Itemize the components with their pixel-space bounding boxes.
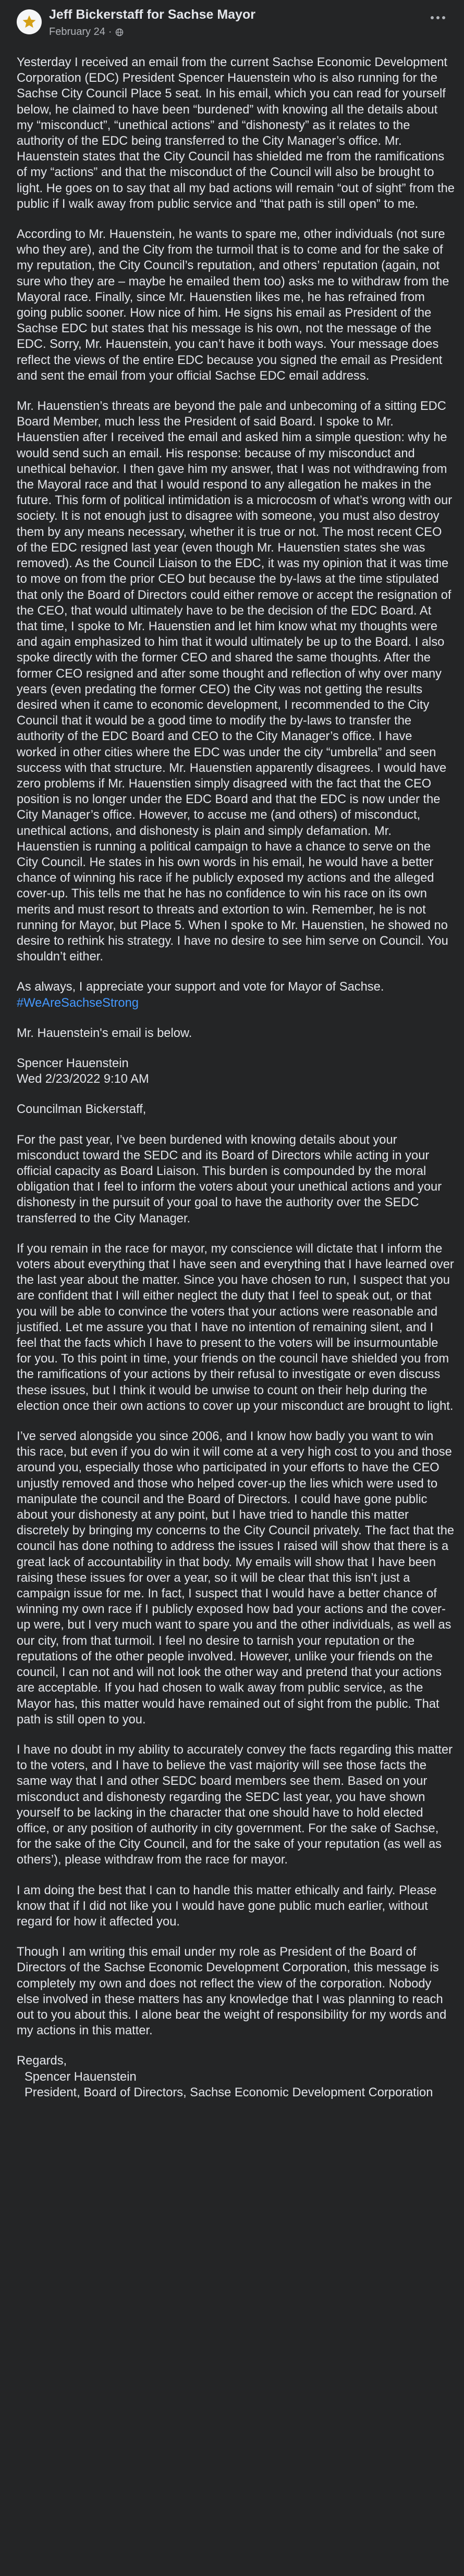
post-meta bbox=[49, 26, 124, 38]
email-paragraph-6: Though I am writing this email under my role as President of the Board of Directors of the Sachse Economic Development Corporation, this message is completely my own and does not reflect the view of the corporation. Nobody else involved in these matters has any knowledge that I was planning to reach out to you about this. I alone bear the weight of responsibility for my words and my actions in this matter. bbox=[17, 1945, 447, 2038]
paragraph-5: Mr. Hauenstein's email is below. bbox=[17, 1026, 192, 1040]
post-body bbox=[17, 55, 455, 2100]
paragraph-1: Yesterday I received an email from the current Sachse Economic Development Corporation (EDC) President Spencer Hauenstein who is also running for the Sachse City Council Place 5 seat. In his email, which you can read for yourself below, he claimed to have been “burdened” with knowing all the details about my “misconduct”, “unethical actions” and “dishonesty” as it relates to the authority of the EDC being transferred to the City Manager’s office. Mr. Hauenstein states that the City Council has shielded me from the ramifications of my “actions” and that the misconduct of the Council will also be brought to light. He goes on to say that all my bad actions will remain “out of sight” from the public if I walk away from public service and “that path is still open” to me. bbox=[17, 56, 455, 211]
email-signature bbox=[17, 2053, 455, 2100]
post-header bbox=[17, 5, 455, 55]
post-date[interactable]: February 24 bbox=[49, 26, 105, 37]
signature-name: Spencer Hauenstein bbox=[25, 2070, 137, 2084]
meta-separator: · bbox=[108, 26, 112, 37]
paragraph-3: Mr. Hauenstien’s threats are beyond the pale and unbecoming of a sitting EDC Board Member, much less the President of said Board. I spoke to Mr. Hauenstien after I received the email and asked him a simple question: why he would send such an email. His response: because of my misconduct and unethical behavior. I then gave him my answer, that I was not withdrawing from the Mayoral race and that I would respond to any allegation he makes in the future. This form of political intimidation is a microcosm of what’s wrong with our society. It is not enough just to disagree with someone, you must also destroy them by any means necessary, whether it is true or not. The most recent CEO of the EDC resigned last year (even though Mr. Hauenstien states she was removed). As the Council Liaison to the EDC, it was my opinion that it was time to move on from the prior CEO but because the by-laws at the time stipulated that only the Board of Directors could either remove or accept the resignation of the CEO, that would ultimately have to be the decision of the EDC Board. At that time, I spoke to Mr. Hauenstien and let him know what my thoughts were and again emphasized to him that it would ultimately be up to the Board. I also spoke directly with the former CEO and shared the same thoughts. After the former CEO resigned and after some thought and reflection of why over many years (even predating the former CEO) the City was not getting the results desired when it came to economic development, I recommended to the City Council that it would be a good time to modify the by-laws to transfer the authority of the EDC Board and CEO to the City Manager’s office. I have worked in other cities where the EDC was under the city “umbrella” and seen success with that structure. Mr. Hauenstien apparently disagrees. I would have zero problems if Mr. Hauenstien simply disagreed with the fact that the CEO position is no longer under the EDC Board and that the EDC is now under the City Manager’s office. However, to accuse me (and others) of misconduct, unethical actions, and dishonesty is plain and simply defamation. Mr. Hauenstien is running a political campaign to have a chance to serve on the City Council. He states in his own words in his email, he would have a better chance of winning his race if he publicly exposed my actions and the alleged cover-up. This tells me that he has no confidence to win his race on its own merits and must resort to threats and extortion to win. Remember, he is not running for Mayor, but Place 5. When I spoke to Mr. Hauenstien, he showed no desire to rethink his strategy. I have no desire to see him serve on Council. You shouldn’t either. bbox=[17, 399, 453, 964]
email-paragraph-3: I’ve served alongside you since 2006, and I know how badly you want to win this race, but even if you do win it will come at a very high cost to you and those around you, especially those who participated in your efforts to have the CEO unjustly removed and those who helped cover-up the lies which were used to manipulate the council and the Board of Directors. I could have gone public about your dishonesty at any point, but I have tried to handle this matter discretely by bringing my concerns to the City Council privately. The fact that the council has done nothing to address the issues I raised will show that there is a great lack of accountability in that body. My emails will show that I have been raising these issues for over a year, so it will be clear that this isn’t just a campaign issue for me. In fact, I suspect that I would have a better chance of winning my own race if I publicly exposed how bad your actions and the cover-up were, but I very much want to spare you and the other individuals, as well as our city, from that turmoil. I feel no desire to tarnish your reputation or the reputations of the other people involved. However, unlike your friends on the council, I can not and will not look the other way and pretend that your actions are acceptable. If you had chosen to walk away from public service, as the Mayor has, this matter would have remained out of sight from the public. That path is still open to you. bbox=[17, 1430, 455, 1727]
globe-icon[interactable] bbox=[115, 28, 124, 36]
email-paragraph-2: If you remain in the race for mayor, my conscience will dictate that I inform the voters about everything that I have seen and everything that I have learned over the last year about the matter. Since you have chosen to run, I suspect that you are confident that I will either neglect the duty that I feel to speak out, or that you will be able to convince the voters that your actions were reasonable and justified. Let me assure you that I have no intention of remaining silent, and I feel that the facts which I have to present to the voters will be insurmountable for you. To this point in time, your friends on the council have shielded you from the ramifications of your actions by their refusal to investigate or even discuss these issues, but I think it would be unwise to count on their help during the election once their own actions to cover up your misconduct are brought to light. bbox=[17, 1242, 454, 1413]
signature-title: President, Board of Directors, Sachse Economic Development Corporation bbox=[25, 2085, 433, 2099]
hashtag-link[interactable]: #WeAreSachseStrong bbox=[17, 996, 139, 1010]
email-paragraph-5: I am doing the best that I can to handle this matter ethically and fairly. Please know that if I did not like you I would have gone public much earlier, without regard for how it affected you. bbox=[17, 1883, 437, 1929]
email-from: Spencer Hauenstein bbox=[17, 1056, 129, 1070]
email-paragraph-1: For the past year, I’ve been burdened with knowing details about your misconduct toward the SEDC and its Board of Directors while acting in your official capacity as Board Liaison. This burden is compounded by the moral obligation that I feel to inform the voters about your unethical actions and your dishonesty in the pursuit of your goal to have the authority over the SEDC transferred to the City Manager. bbox=[17, 1133, 442, 1226]
author-name[interactable]: Jeff Bickerstaff for Sachse Mayor bbox=[49, 7, 255, 22]
more-options-icon bbox=[430, 13, 446, 22]
star-logo-icon bbox=[21, 14, 37, 30]
support-text: As always, I appreciate your support and vote for Mayor of Sachse. bbox=[17, 980, 384, 994]
email-date: Wed 2/23/2022 9:10 AM bbox=[17, 1072, 149, 1086]
paragraph-2: According to Mr. Hauenstein, he wants to spare me, other individuals (not sure who they are), and the City from the turmoil that is to come and for the sake of my reputation, the City Council’s reputation, and others’ reputation (again, not sure who they are – maybe he emailed them too) asks me to withdraw from the Mayoral race. Finally, since Mr. Hauenstien likes me, he has refrained from going public sooner. How nice of him. He signs his email as President of the Sachse EDC but states that his message is his own, not the message of the EDC. Sorry, Mr. Hauenstein, you can’t have it both ways. Your message does reflect the views of the entire EDC because you signed the email as President and sent the email from your official Sachse EDC email address. bbox=[17, 228, 449, 383]
email-paragraph-4: I have no doubt in my ability to accurately convey the facts regarding this matter to the voters, and I have to believe the vast majority will see those facts the same way that I and other SEDC board members see them. Based on your misconduct and dishonesty regarding the SEDC last year, you have shown yourself to be lacking in the character that one should have to hold elected office, or any position of authority in city government. For the sake of Sachse, for the sake of the City Council, and for the sake of your reputation (as well as others’), please withdraw from the race for mayor. bbox=[17, 1743, 453, 1867]
email-header bbox=[17, 1056, 455, 1087]
more-options-button[interactable] bbox=[426, 8, 449, 27]
email-salutation: Councilman Bickerstaff, bbox=[17, 1103, 146, 1117]
paragraph-4 bbox=[17, 979, 455, 1010]
page-avatar[interactable] bbox=[17, 9, 42, 34]
regards: Regards, bbox=[17, 2054, 67, 2068]
